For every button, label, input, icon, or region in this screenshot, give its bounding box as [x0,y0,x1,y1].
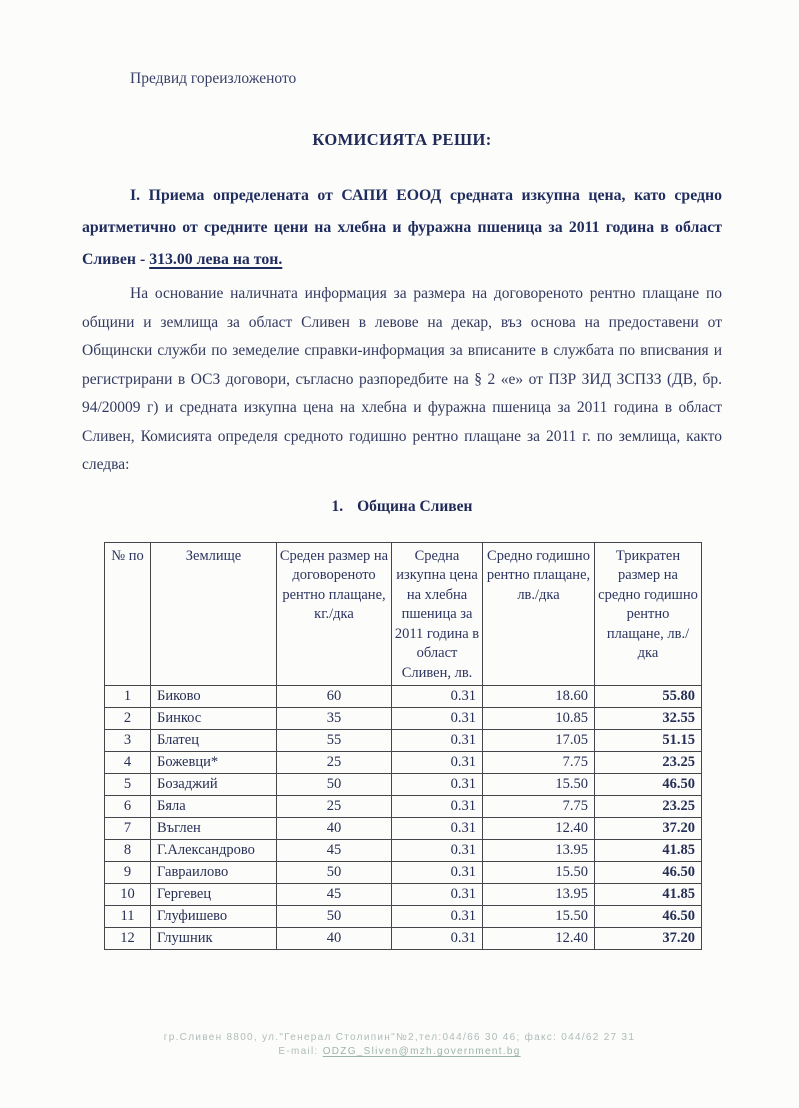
table-cell: Блатец [151,730,277,752]
table-cell: 17.05 [483,730,595,752]
price-underlined: 313.00 лева на тон. [149,251,283,268]
footer-email-label: E-mail: [278,1046,323,1057]
table-cell: 10 [105,884,151,906]
table-cell: 12.40 [483,818,595,840]
table-cell: 0.31 [392,840,483,862]
table-row [105,796,702,818]
decision-heading: КОМИСИЯТА РЕШИ: [312,130,492,149]
table-cell: 7 [105,818,151,840]
table-row [105,708,702,730]
table-cell: 0.31 [392,906,483,928]
table-row [105,840,702,862]
table-cell: 55.80 [595,686,702,708]
table-cell: 45 [277,840,392,862]
table-cell: 25 [277,752,392,774]
table-row [105,752,702,774]
table-row [105,686,702,708]
table-cell: 0.31 [392,686,483,708]
table-cell: 25 [277,796,392,818]
table-cell: 12 [105,928,151,950]
table-cell: 15.50 [483,862,595,884]
table-cell: 50 [277,862,392,884]
intro-line: Предвид гореизложеното [130,70,297,87]
table-row [105,862,702,884]
table-cell: 45 [277,884,392,906]
document-content [82,70,722,950]
table-cell: 9 [105,862,151,884]
col-header-avg-contracted-rent: Среден размер на договореното рентно плащане, кг./дка [277,542,392,686]
decision-paragraph [82,180,722,276]
table-cell: 40 [277,928,392,950]
table-row [105,884,702,906]
table-cell: 35 [277,708,392,730]
header-row [105,542,702,686]
table-cell: 0.31 [392,818,483,840]
table-cell: 13.95 [483,840,595,862]
table-cell: Бяла [151,796,277,818]
table-cell: 50 [277,906,392,928]
table-row [105,818,702,840]
table-cell: 1 [105,686,151,708]
table-cell: 15.50 [483,774,595,796]
table-cell: 37.20 [595,928,702,950]
table-cell: 7.75 [483,796,595,818]
table-cell: 0.31 [392,708,483,730]
table-cell: 13.95 [483,884,595,906]
table-cell: Биково [151,686,277,708]
col-header-number: № по [105,542,151,686]
table-cell: 8 [105,840,151,862]
footer-email-line [0,1045,799,1059]
table-row [105,730,702,752]
rent-table-body [105,686,702,950]
table-cell: Глуфишево [151,906,277,928]
basis-paragraph: На основание наличната информация за размера на договореното рентно плащане по общини и землища за област Сливен в левове на декар, въз основа на предоставени от Общински служби по земеделие справки-информация за вписаните в службата по вписвания и регистрирани в ОСЗ договори, съгласно разпоредбите на § 2 «е» от ПЗР ЗИД ЗСПЗЗ (ДВ, бр. 94/20009 г) и средната изкупна цена на хлебна и фуражна пшеница за 2011 година в област Сливен, Комисията определя средното годишно рентно плащане за 2011 г. по землища, както следва: [82,285,722,473]
table-cell: 0.31 [392,862,483,884]
table-cell: Гавраилово [151,862,277,884]
table-row [105,774,702,796]
table-row [105,906,702,928]
table-cell: 55 [277,730,392,752]
table-cell: 51.15 [595,730,702,752]
table-cell: 7.75 [483,752,595,774]
section-number: 1. [331,497,344,515]
table-cell: Бозаджий [151,774,277,796]
table-cell: 37.20 [595,818,702,840]
table-cell: 32.55 [595,708,702,730]
table-cell: 0.31 [392,730,483,752]
table-cell: Гергевец [151,884,277,906]
col-header-avg-purchase-price: Средна изкупна цена на хлебна пшеница за 2011 година в област Сливен, лв. [392,542,483,686]
table-cell: 10.85 [483,708,595,730]
table-cell: Въглен [151,818,277,840]
table-cell: 46.50 [595,906,702,928]
table-cell: 3 [105,730,151,752]
table-cell: 15.50 [483,906,595,928]
table-cell: 12.40 [483,928,595,950]
table-cell: Бинкос [151,708,277,730]
table-cell: 0.31 [392,796,483,818]
table-cell: 2 [105,708,151,730]
table-cell: 5 [105,774,151,796]
section-title [82,498,722,516]
rent-table-header [105,542,702,686]
table-cell: 41.85 [595,884,702,906]
table-cell: 6 [105,796,151,818]
table-cell: Г.Александрово [151,840,277,862]
table-cell: 46.50 [595,774,702,796]
table-cell: Глушник [151,928,277,950]
table-cell: Божевци* [151,752,277,774]
footer-email-link: ODZG_Sliven@mzh.government.bg [322,1046,521,1057]
table-cell: 18.60 [483,686,595,708]
footer-address: гр.Сливен 8800, ул."Генерал Столипин"№2,тел:044/66 30 46; факс: 044/62 27 31 [163,1032,636,1043]
table-row [105,928,702,950]
col-header-land: Землище [151,542,277,686]
table-cell: 4 [105,752,151,774]
col-header-triple-rent: Трикратен размер на средно годишно рентно плащане, лв./дка [595,542,702,686]
table-cell: 0.31 [392,752,483,774]
rent-table [104,542,702,951]
table-cell: 0.31 [392,928,483,950]
table-cell: 46.50 [595,862,702,884]
table-cell: 0.31 [392,884,483,906]
table-cell: 50 [277,774,392,796]
table-cell: 0.31 [392,774,483,796]
page-footer [0,1031,799,1059]
section-name: Община Сливен [357,497,473,515]
table-cell: 41.85 [595,840,702,862]
table-cell: 40 [277,818,392,840]
table-cell: 23.25 [595,796,702,818]
table-cell: 11 [105,906,151,928]
table-cell: 60 [277,686,392,708]
table-cell: 23.25 [595,752,702,774]
col-header-avg-annual-rent: Средно годишно рентно плащане, лв./дка [483,542,595,686]
decision-paragraph-text: I. Приема определената от САПИ ЕООД средната изкупна цена, като средно аритметично от средните цени на хлебна и фуражна пшеница за 2011 година в област Сливен - [82,187,722,268]
